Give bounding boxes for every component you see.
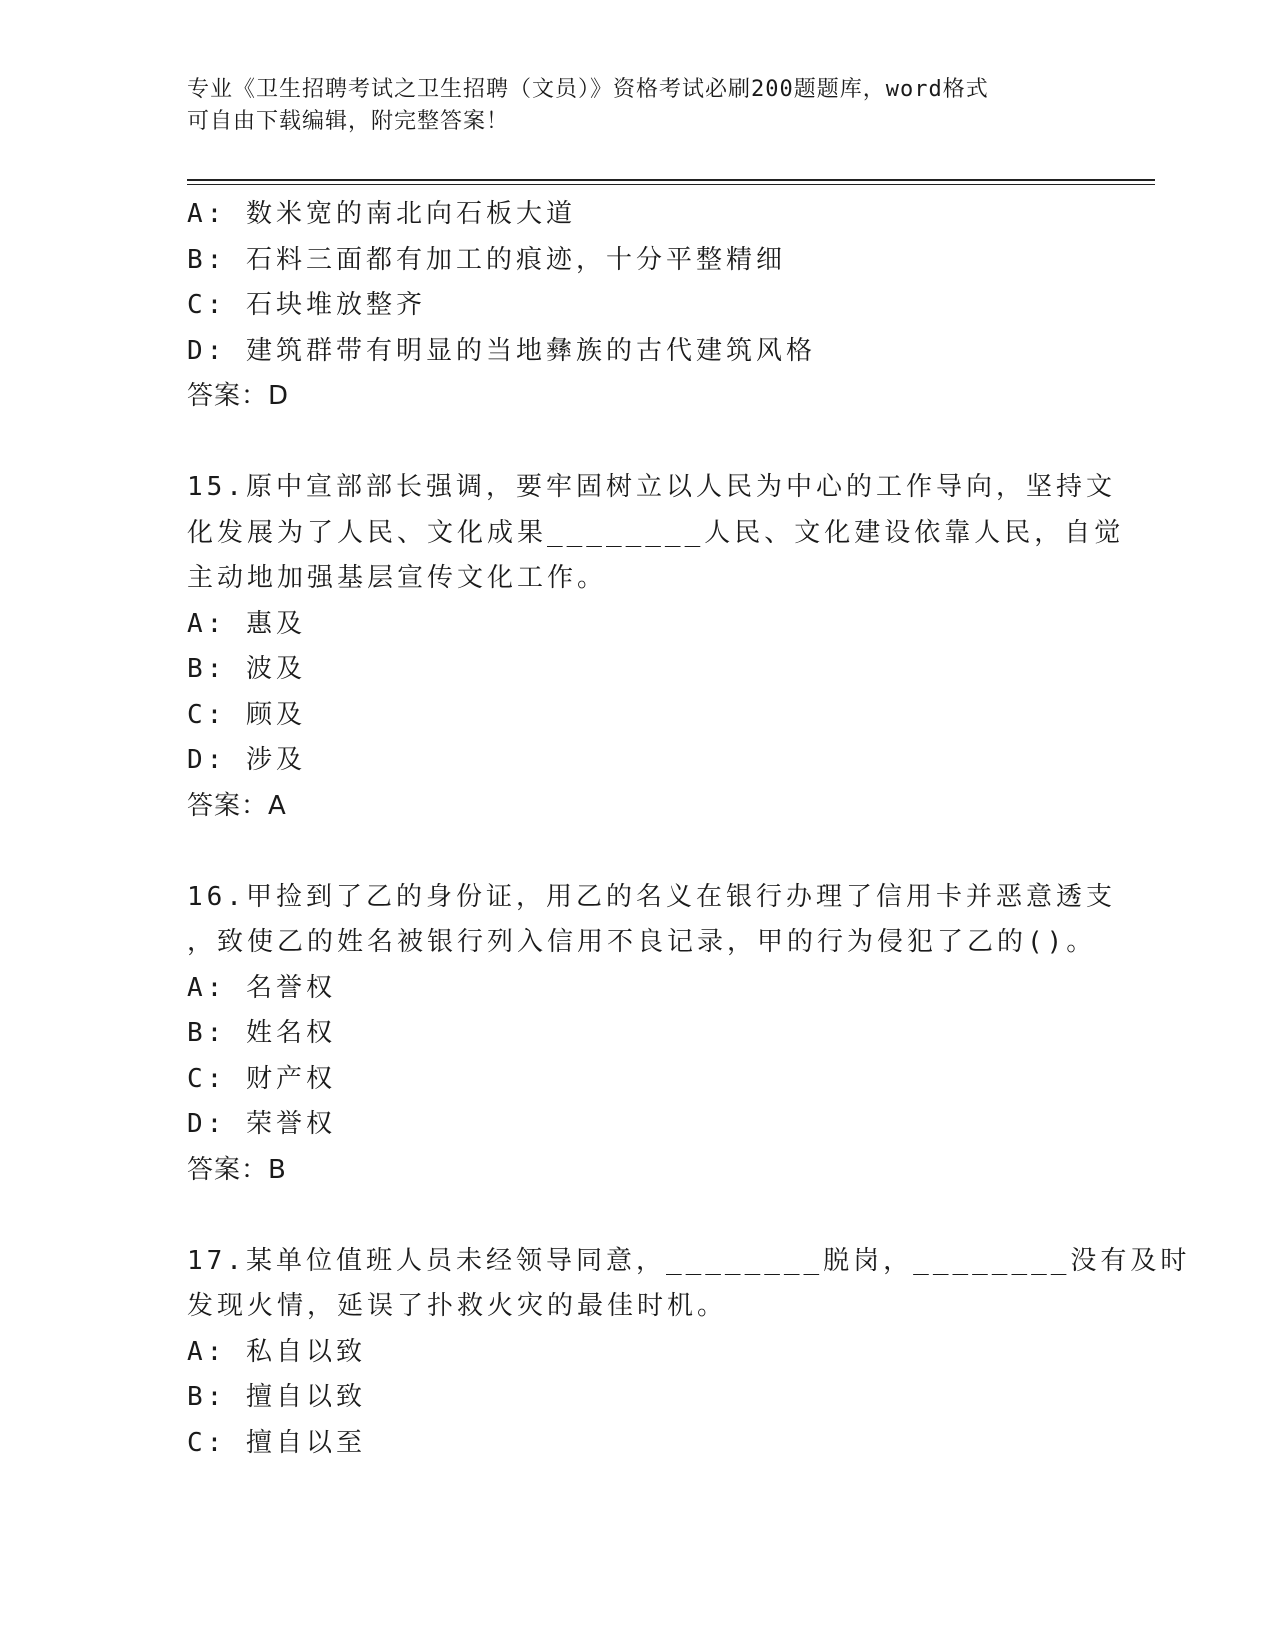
option-a: A: 惠及 [187, 608, 306, 639]
option-a: A: 名誉权 [187, 972, 336, 1003]
question-stem-line: ，致使乙的姓名被银行列入信用不良记录，甲的行为侵犯了乙的()。 [187, 927, 1097, 957]
question-17 [187, 1239, 1191, 1467]
question-stem-line: 17.某单位值班人员未经领导同意，________脱岗，________没有及时 [187, 1245, 1191, 1276]
spacer [187, 420, 1067, 466]
question-stem-line: 15.原中宣部部长强调，要牢固树立以人民为中心的工作导向，坚持文 [187, 472, 1116, 502]
header-line-1: 专业《卫生招聘考试之卫生招聘（文员）》资格考试必刷200题题库，word格式 [187, 77, 989, 102]
question-stem-line: 主动地加强基层宣传文化工作。 [187, 563, 608, 593]
option-c: C: 财产权 [187, 1063, 336, 1094]
option-b: B: 擅自以致 [187, 1382, 366, 1412]
option-b: B: 姓名权 [187, 1018, 336, 1048]
question-stem-line: 16.甲捡到了乙的身份证，用乙的名义在银行办理了信用卡并恶意透支 [187, 881, 1116, 912]
option-c: C: 石块堆放整齐 [187, 290, 426, 320]
document-header [187, 74, 1087, 138]
spacer [187, 1193, 1067, 1239]
question-stem-line: 化发展为了人民、文化成果________人民、文化建设依靠人民，自觉 [187, 517, 1125, 548]
answer-line: 答案：A [187, 790, 287, 821]
option-b: B: 波及 [187, 654, 306, 684]
header-rule-thick [187, 179, 1155, 181]
question-stem-line: 发现火情，延误了扑救火灾的最佳时机。 [187, 1291, 728, 1321]
question-16 [187, 875, 1116, 1194]
option-d: D: 荣誉权 [187, 1109, 336, 1139]
question-list [187, 192, 1191, 1466]
header-line-2: 可自由下载编辑，附完整答案！ [187, 109, 510, 134]
spacer [187, 829, 1067, 875]
answer-line: 答案：B [187, 1154, 287, 1185]
option-d: D: 建筑群带有明显的当地彝族的古代建筑风格 [187, 335, 816, 366]
option-c: C: 顾及 [187, 699, 306, 730]
question-15 [187, 465, 1125, 829]
answer-line: 答案：D [187, 381, 290, 411]
question-14 [187, 192, 1067, 420]
option-c: C: 擅自以至 [187, 1427, 366, 1458]
option-d: D: 涉及 [187, 745, 306, 775]
option-b: B: 石料三面都有加工的痕迹，十分平整精细 [187, 244, 786, 275]
option-a: A: 数米宽的南北向石板大道 [187, 199, 576, 229]
option-a: A: 私自以致 [187, 1336, 366, 1367]
header-rule-thin [187, 184, 1155, 185]
